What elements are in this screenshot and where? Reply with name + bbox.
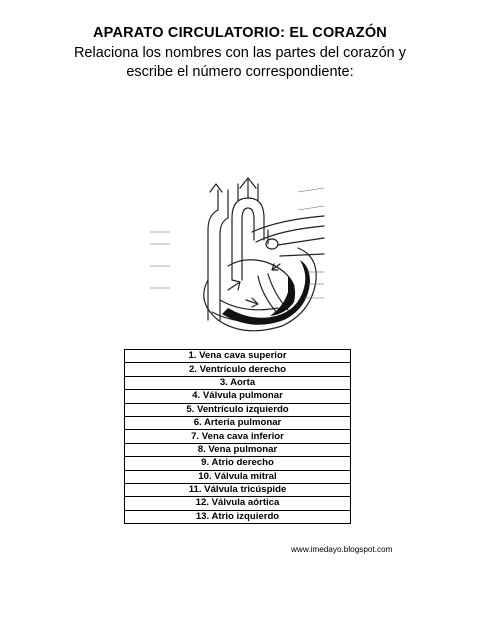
legend-item: 11. Válvula tricúspide (125, 483, 351, 496)
legend-item: 13. Atrio izquierdo (125, 510, 351, 523)
parts-legend-table (124, 349, 351, 524)
legend-row (125, 416, 351, 429)
instructions-line-2: escribe el número correspondiente: (126, 64, 354, 80)
page-title: APARATO CIRCULATORIO: EL CORAZÓN (93, 25, 387, 41)
legend-row (125, 390, 351, 403)
legend-row (125, 350, 351, 363)
legend-row (125, 376, 351, 389)
legend-row (125, 430, 351, 443)
legend-item: 2. Ventrículo derecho (125, 363, 351, 376)
legend-item: 5. Ventrículo izquierdo (125, 403, 351, 416)
legend-item: 9. Atrio derecho (125, 457, 351, 470)
legend-row (125, 470, 351, 483)
legend-row (125, 363, 351, 376)
legend-row (125, 443, 351, 456)
legend-item: 10. Válvula mitral (125, 470, 351, 483)
legend-row (125, 403, 351, 416)
footer-url: www.imedayo.blogspot.com (291, 545, 393, 554)
legend-row (125, 510, 351, 523)
legend-row (125, 457, 351, 470)
legend-item: 3. Aorta (125, 376, 351, 389)
legend-row (125, 497, 351, 510)
instructions (0, 44, 480, 82)
heart-diagram (148, 170, 338, 345)
legend-item: 6. Arteria pulmonar (125, 416, 351, 429)
legend-item: 1. Vena cava superior (125, 350, 351, 363)
legend-item: 12. Válvula aórtica (125, 497, 351, 510)
instructions-line-1: Relaciona los nombres con las partes del corazón y (73, 45, 407, 61)
legend-item: 7. Vena cava inferior (125, 430, 351, 443)
legend-row (125, 483, 351, 496)
legend-item: 8. Vena pulmonar (125, 443, 351, 456)
legend-item: 4. Válvula pulmonar (125, 390, 351, 403)
